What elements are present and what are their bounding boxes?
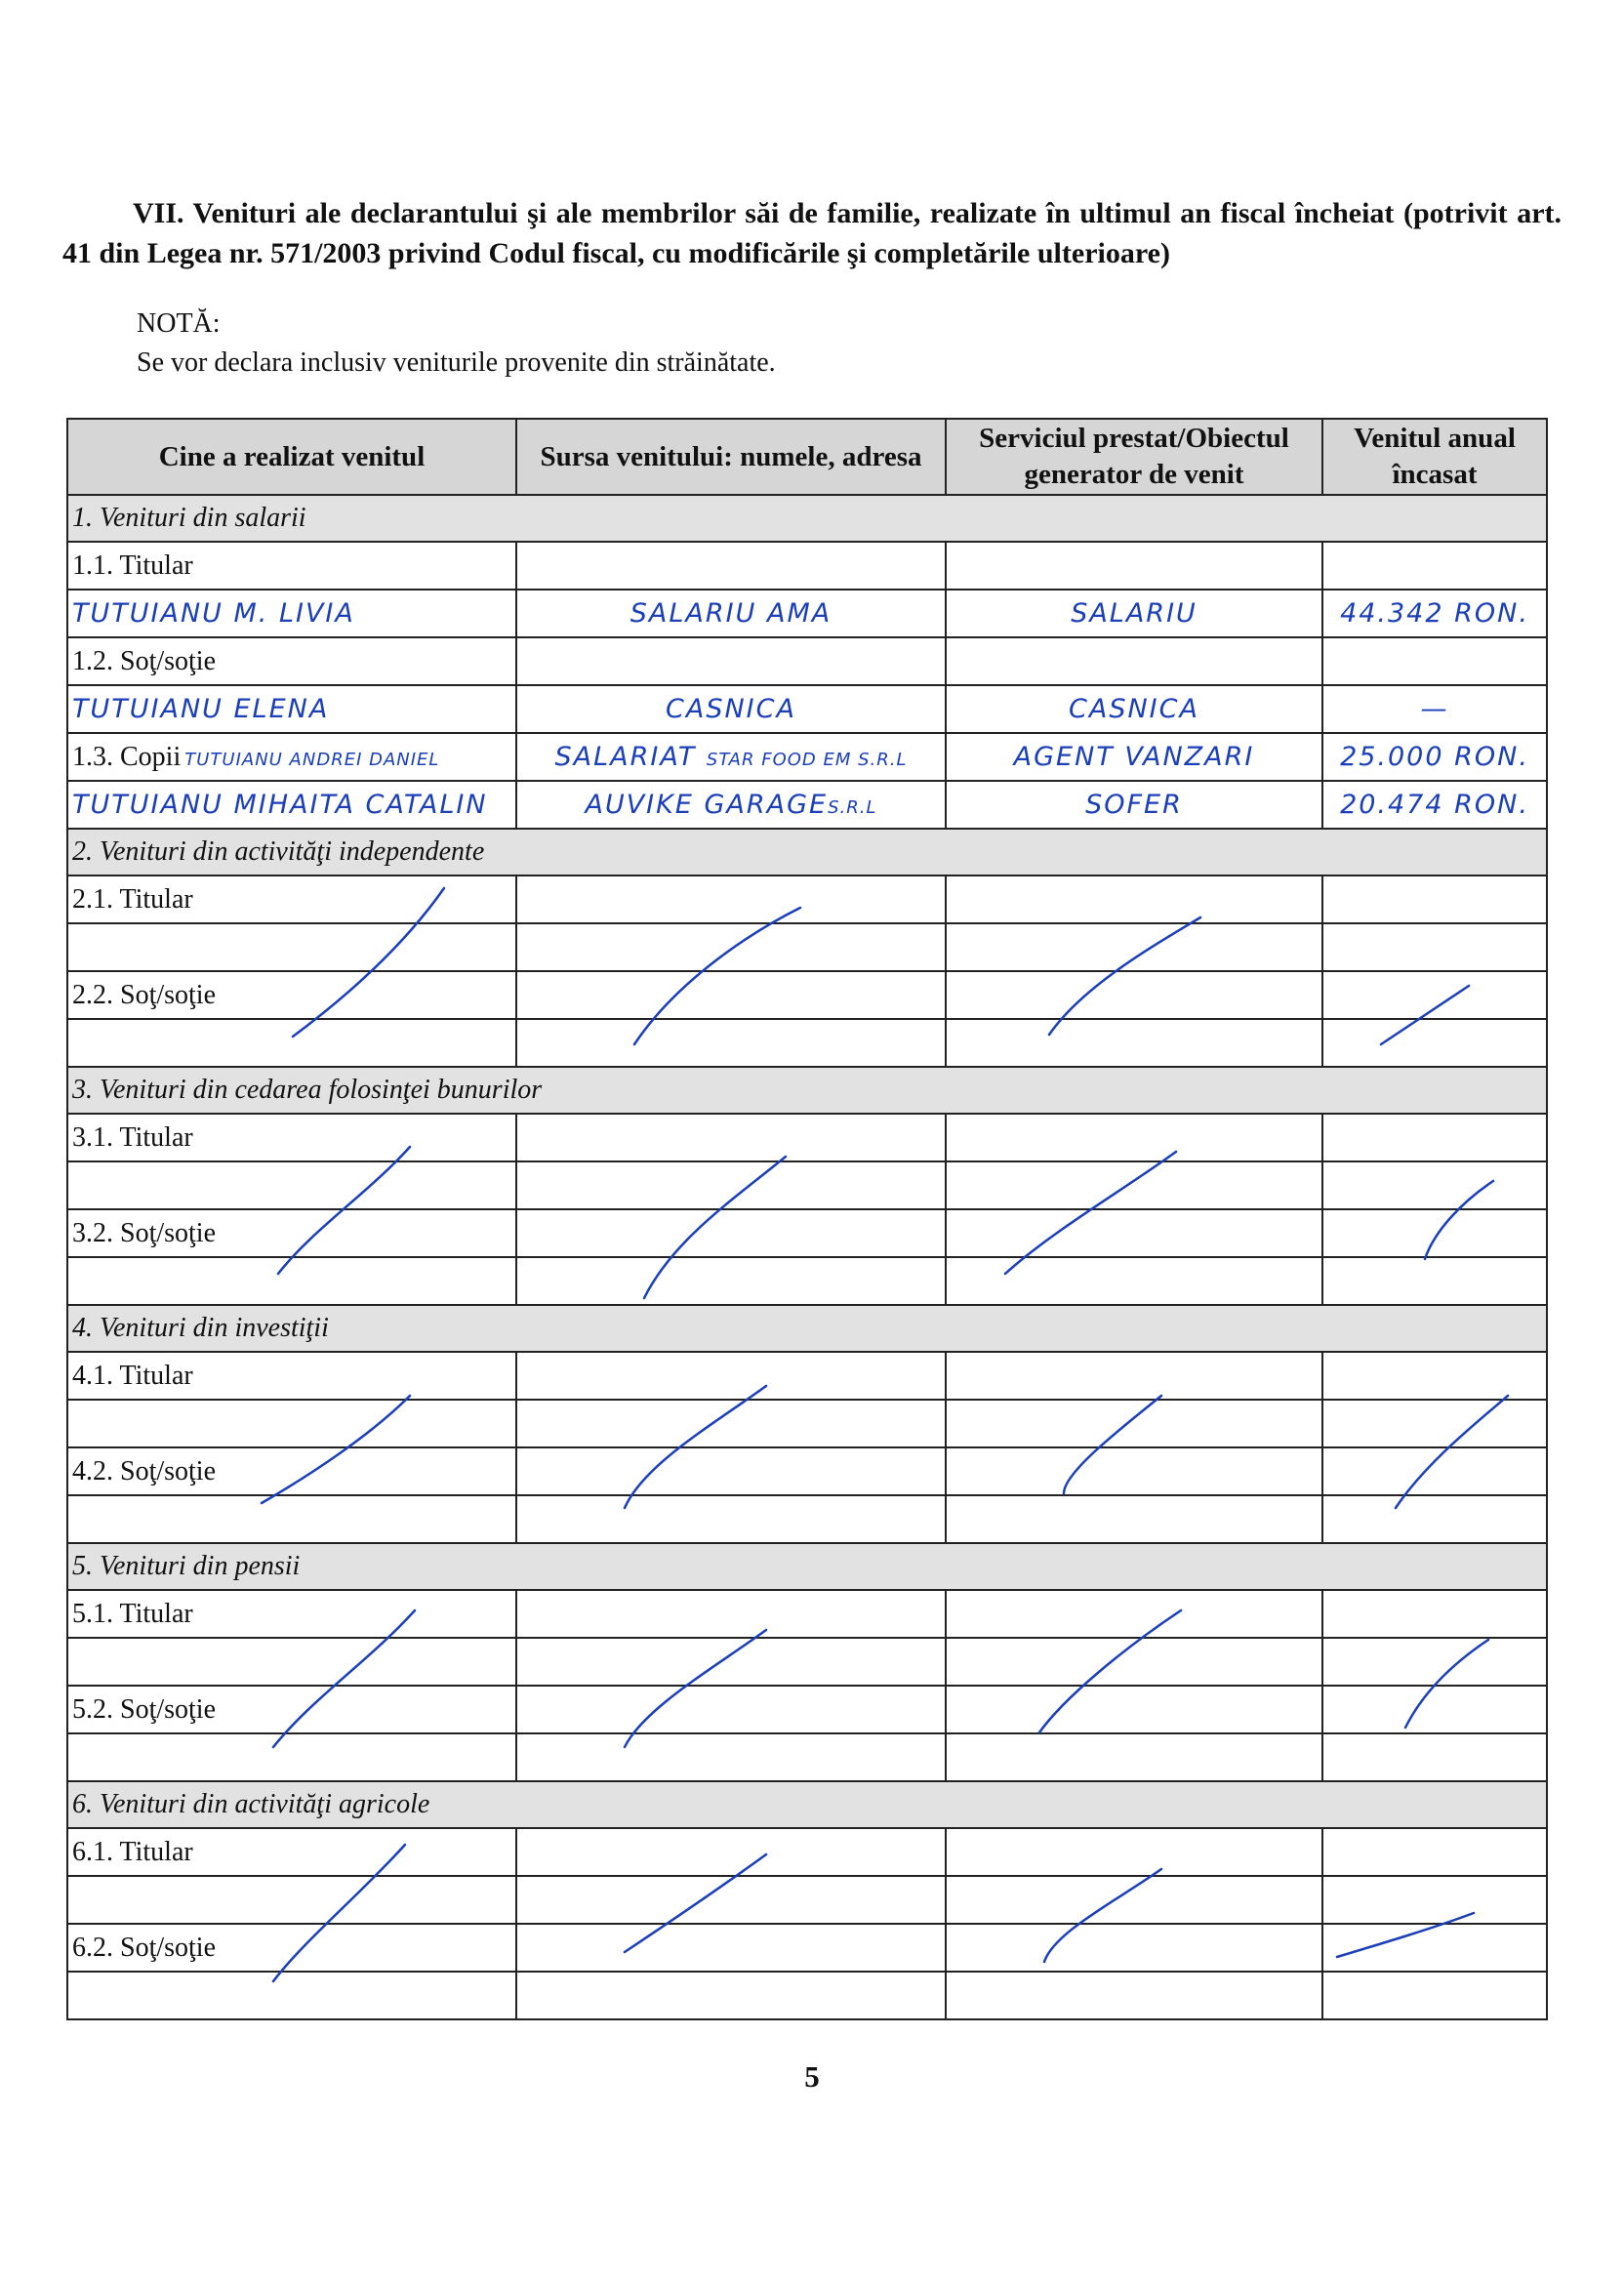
table-row — [67, 1495, 1547, 1543]
table-row — [67, 590, 1547, 637]
cell-source — [516, 1400, 946, 1447]
cell-who — [67, 1686, 516, 1733]
cell-source — [516, 1828, 946, 1876]
cell-amount — [1322, 1114, 1547, 1161]
header-source: Sursa venitului: numele, adresa — [516, 419, 946, 495]
cell-service — [946, 875, 1322, 923]
header-who: Cine a realizat venitul — [67, 419, 516, 495]
cell-amount — [1322, 1352, 1547, 1400]
cell-who — [67, 685, 516, 733]
cell-amount — [1322, 971, 1547, 1019]
table-row — [67, 1257, 1547, 1305]
cell-service — [946, 1686, 1322, 1733]
cell-source — [516, 1972, 946, 2019]
cell-source — [516, 1209, 946, 1257]
cell-source — [516, 1733, 946, 1781]
cell-service — [946, 1972, 1322, 2019]
cell-source — [516, 923, 946, 971]
header-service: Serviciul prestat/Obiectul generator de venit — [946, 419, 1322, 495]
cell-who — [67, 1876, 516, 1924]
row-label: 6.2. Soţ/soţie — [72, 1932, 217, 1963]
note-block — [137, 305, 776, 383]
cell-who — [67, 971, 516, 1019]
table-row — [67, 781, 1547, 829]
cell-source — [516, 1161, 946, 1209]
cell-service — [946, 1495, 1322, 1543]
cell-amount — [1322, 733, 1547, 781]
cell-who — [67, 1447, 516, 1495]
table-row — [67, 1400, 1547, 1447]
row-label: 2.2. Soţ/soţie — [72, 979, 217, 1010]
cell-who — [67, 733, 516, 781]
cell-source — [516, 1876, 946, 1924]
handwritten-service: SALARIU — [1071, 597, 1198, 629]
cell-source — [516, 1019, 946, 1067]
cell-source — [516, 733, 946, 781]
cell-who — [67, 1924, 516, 1972]
cell-service — [946, 685, 1322, 733]
row-label: 3.1. Titular — [72, 1121, 193, 1153]
cell-amount — [1322, 1209, 1547, 1257]
row-label: 4.2. Soţ/soţie — [72, 1455, 217, 1486]
table-row — [67, 1447, 1547, 1495]
handwritten-service: AGENT VANZARI — [1013, 741, 1255, 772]
cell-amount — [1322, 1924, 1547, 1972]
section-title: 4. Venituri din investiţii — [67, 1305, 1547, 1352]
section-row — [67, 1781, 1547, 1828]
cell-amount — [1322, 1447, 1547, 1495]
section-heading: VII. Venituri ale declarantului şi ale membrilor săi de familie, realizate în ultimul an fiscal încheiat (potrivit art. 41 din Legea nr. 571/2003 privind Codul fiscal, cu modificările şi completările ulterioare) — [62, 197, 1562, 269]
cell-who — [67, 637, 516, 685]
cell-service — [946, 1733, 1322, 1781]
cell-source — [516, 542, 946, 590]
handwritten-source: SALARIU AMA — [629, 597, 832, 629]
table-row — [67, 1924, 1547, 1972]
cell-source — [516, 875, 946, 923]
cell-who — [67, 1400, 516, 1447]
table-row — [67, 637, 1547, 685]
handwritten-amount: — — [1420, 693, 1449, 724]
section-row — [67, 495, 1547, 542]
cell-amount — [1322, 685, 1547, 733]
table-row — [67, 1209, 1547, 1257]
cell-source — [516, 1686, 946, 1733]
handwritten-service: CASNICA — [1069, 693, 1199, 724]
cell-who — [67, 1161, 516, 1209]
table-row — [67, 542, 1547, 590]
cell-service — [946, 781, 1322, 829]
row-label: 1.1. Titular — [72, 550, 193, 581]
table-row — [67, 1972, 1547, 2019]
cell-who — [67, 1257, 516, 1305]
cell-who — [67, 1019, 516, 1067]
cell-source — [516, 1638, 946, 1686]
table-row — [67, 1733, 1547, 1781]
handwritten-source-extra: STAR FOOD EM S.R.L — [706, 749, 908, 770]
row-label: 5.1. Titular — [72, 1598, 193, 1629]
cell-service — [946, 1924, 1322, 1972]
cell-service — [946, 590, 1322, 637]
cell-source — [516, 971, 946, 1019]
handwritten-amount: 20.474 RON. — [1340, 789, 1529, 820]
cell-service — [946, 637, 1322, 685]
cell-source — [516, 1257, 946, 1305]
table-row — [67, 1352, 1547, 1400]
cell-who — [67, 1495, 516, 1543]
cell-amount — [1322, 1828, 1547, 1876]
header-amount: Venitul anual încasat — [1322, 419, 1547, 495]
page-number: 5 — [804, 2059, 820, 2094]
table-row — [67, 923, 1547, 971]
cell-amount — [1322, 875, 1547, 923]
cell-service — [946, 971, 1322, 1019]
cell-source — [516, 637, 946, 685]
handwritten-amount: 25.000 RON. — [1340, 741, 1529, 772]
section-title: 2. Venituri din activităţi independente — [67, 829, 1547, 875]
cell-service — [946, 1590, 1322, 1638]
row-label: 3.2. Soţ/soţie — [72, 1217, 217, 1248]
table-header-row — [67, 419, 1547, 495]
cell-source — [516, 1352, 946, 1400]
table-row — [67, 971, 1547, 1019]
table-row — [67, 1686, 1547, 1733]
table-row — [67, 1828, 1547, 1876]
section-row — [67, 829, 1547, 875]
cell-service — [946, 1828, 1322, 1876]
cell-who — [67, 1209, 516, 1257]
cell-amount — [1322, 590, 1547, 637]
cell-who — [67, 542, 516, 590]
cell-who — [67, 781, 516, 829]
table-row — [67, 1638, 1547, 1686]
cell-who — [67, 923, 516, 971]
cell-source — [516, 685, 946, 733]
cell-amount — [1322, 1019, 1547, 1067]
cell-amount — [1322, 1590, 1547, 1638]
row-label: 6.1. Titular — [72, 1836, 193, 1867]
cell-amount — [1322, 1638, 1547, 1686]
cell-amount — [1322, 781, 1547, 829]
table-row — [67, 1161, 1547, 1209]
cell-source — [516, 590, 946, 637]
section-row — [67, 1067, 1547, 1114]
cell-service — [946, 923, 1322, 971]
cell-source — [516, 1114, 946, 1161]
row-label: 1.3. Copii — [72, 741, 182, 772]
table-body — [67, 495, 1547, 2019]
handwritten-service: SOFER — [1085, 789, 1183, 820]
row-label: 4.1. Titular — [72, 1360, 193, 1391]
cell-service — [946, 1114, 1322, 1161]
cell-service — [946, 1161, 1322, 1209]
income-table — [66, 418, 1548, 2020]
row-label: 5.2. Soţ/soţie — [72, 1693, 217, 1725]
cell-amount — [1322, 1972, 1547, 2019]
cell-service — [946, 1209, 1322, 1257]
cell-who — [67, 1733, 516, 1781]
cell-who — [67, 1114, 516, 1161]
handwritten-source: AUVIKE GARAGE — [585, 789, 829, 820]
cell-source — [516, 1590, 946, 1638]
table-row — [67, 685, 1547, 733]
handwritten-name: TUTUIANU MIHAITA CATALIN — [72, 789, 488, 820]
section-title: 1. Venituri din salarii — [67, 495, 1547, 542]
note-title: NOTĂ: — [137, 308, 221, 339]
note-text: Se vor declara inclusiv veniturile provenite din străinătate. — [137, 347, 776, 378]
table-row — [67, 875, 1547, 923]
section-title: 3. Venituri din cedarea folosinţei bunurilor — [67, 1067, 1547, 1114]
section-title: 6. Venituri din activităţi agricole — [67, 1781, 1547, 1828]
cell-amount — [1322, 1257, 1547, 1305]
table-row — [67, 1876, 1547, 1924]
section-title: 5. Venituri din pensii — [67, 1543, 1547, 1590]
handwritten-name: TUTUIANU ANDREI DANIEL — [184, 749, 440, 770]
cell-amount — [1322, 1733, 1547, 1781]
handwritten-amount: 44.342 RON. — [1340, 597, 1529, 629]
handwritten-name: TUTUIANU M. LIVIA — [72, 597, 355, 629]
table-row — [67, 1590, 1547, 1638]
row-label: 2.1. Titular — [72, 883, 193, 915]
handwritten-source-extra: S.R.L — [828, 796, 877, 818]
cell-who — [67, 1828, 516, 1876]
cell-amount — [1322, 542, 1547, 590]
cell-amount — [1322, 1161, 1547, 1209]
cell-service — [946, 1638, 1322, 1686]
handwritten-source: SALARIAT — [554, 741, 707, 772]
cell-service — [946, 1447, 1322, 1495]
cell-service — [946, 542, 1322, 590]
table-row — [67, 733, 1547, 781]
cell-amount — [1322, 1686, 1547, 1733]
cell-who — [67, 1972, 516, 2019]
cell-service — [946, 1400, 1322, 1447]
cell-service — [946, 733, 1322, 781]
row-label: 1.2. Soţ/soţie — [72, 645, 217, 676]
cell-amount — [1322, 1876, 1547, 1924]
handwritten-source: CASNICA — [666, 693, 796, 724]
cell-source — [516, 1495, 946, 1543]
cell-amount — [1322, 637, 1547, 685]
cell-source — [516, 1924, 946, 1972]
table-row — [67, 1019, 1547, 1067]
table-row — [67, 1114, 1547, 1161]
cell-service — [946, 1352, 1322, 1400]
cell-source — [516, 781, 946, 829]
cell-service — [946, 1257, 1322, 1305]
section-row — [67, 1543, 1547, 1590]
handwritten-name: TUTUIANU ELENA — [72, 693, 330, 724]
cell-amount — [1322, 1495, 1547, 1543]
cell-who — [67, 1590, 516, 1638]
cell-who — [67, 1638, 516, 1686]
cell-amount — [1322, 1400, 1547, 1447]
cell-who — [67, 875, 516, 923]
cell-who — [67, 1352, 516, 1400]
cell-source — [516, 1447, 946, 1495]
section-row — [67, 1305, 1547, 1352]
cell-service — [946, 1876, 1322, 1924]
cell-who — [67, 590, 516, 637]
cell-service — [946, 1019, 1322, 1067]
cell-amount — [1322, 923, 1547, 971]
